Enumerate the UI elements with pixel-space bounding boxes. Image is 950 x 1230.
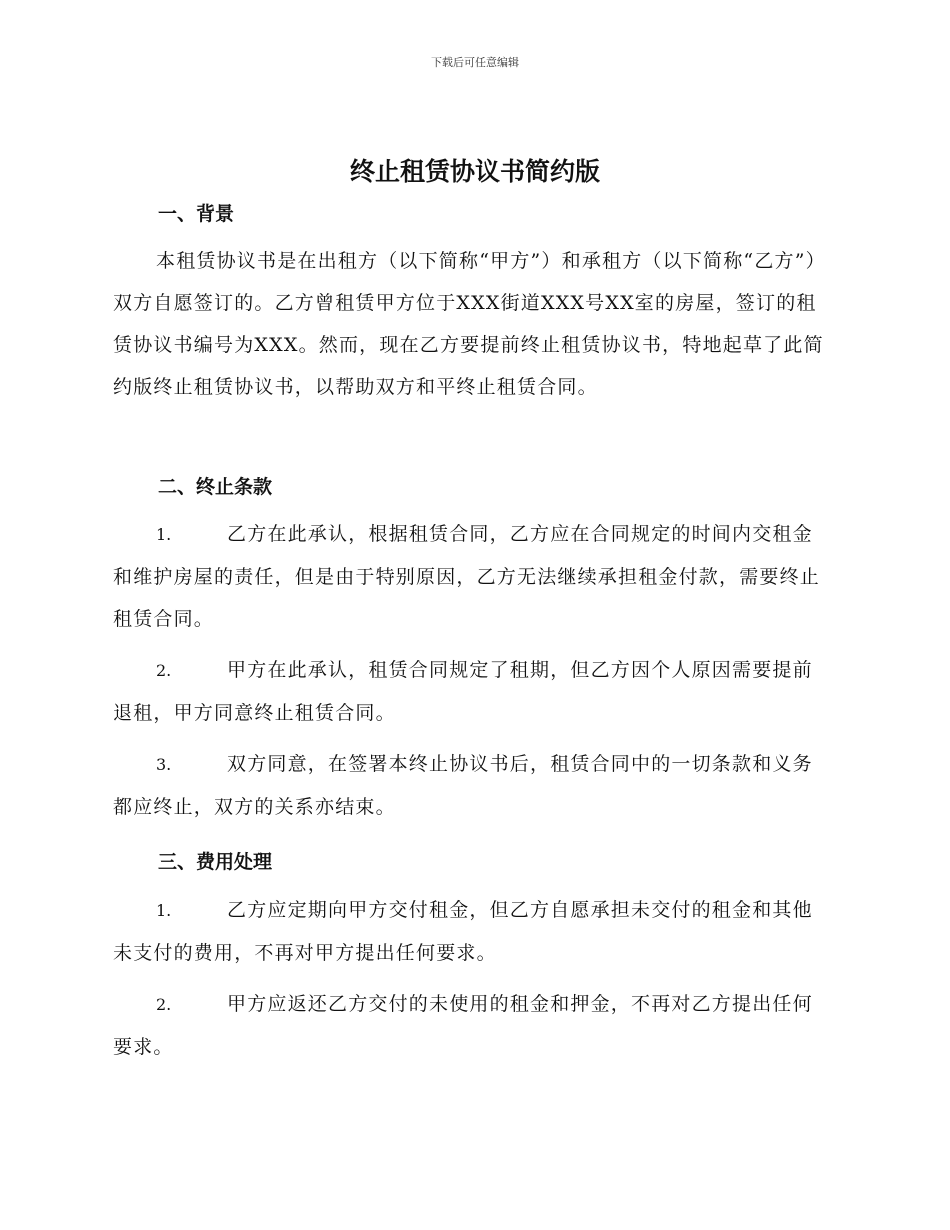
term-number: 3. — [156, 755, 172, 774]
termination-term-2 — [113, 649, 831, 734]
background-paragraph: 本租赁协议书是在出租方（以下简称“甲方”）和承租方（以下简称“乙方”）双方自愿签订的。乙方曾租赁甲方位于XXX街道XXX号XX室的房屋，签订的租赁协议书编号为XXX。然而，现在乙方要提前终止租赁协议书，特地起草了此简约版终止租赁协议书，以帮助双方和平终止租赁合同。 — [113, 250, 826, 398]
item-number: 2. — [156, 995, 172, 1014]
expense-item-1 — [113, 889, 831, 974]
header-note: 下载后可任意编辑 — [431, 56, 519, 69]
term-number: 1. — [156, 525, 172, 544]
document-title: 终止租赁协议书简约版 — [349, 157, 600, 186]
section-heading-termination-terms: 二、终止条款 — [158, 476, 273, 498]
term-number: 2. — [156, 661, 172, 680]
section-heading-background: 一、背景 — [158, 203, 235, 225]
termination-term-1 — [113, 513, 831, 640]
item-text: 甲方应返还乙方交付的未使用的租金和押金，不再对乙方提出任何要求。 — [113, 993, 813, 1058]
item-number: 1. — [156, 901, 172, 920]
termination-term-3 — [113, 743, 831, 828]
term-text: 甲方在此承认，租赁合同规定了租期，但乙方因个人原因需要提前退租，甲方同意终止租赁合同。 — [113, 659, 813, 724]
term-text: 乙方在此承认，根据租赁合同，乙方应在合同规定的时间内交租金和维护房屋的责任，但是由于特别原因，乙方无法继续承担租金付款，需要终止租赁合同。 — [113, 523, 821, 630]
expense-item-2 — [113, 983, 831, 1068]
item-text: 乙方应定期向甲方交付租金，但乙方自愿承担未交付的租金和其他未支付的费用，不再对甲方提出任何要求。 — [113, 899, 813, 964]
term-text: 双方同意，在签署本终止协议书后，租赁合同中的一切条款和义务都应终止，双方的关系亦结束。 — [113, 753, 813, 818]
section-heading-expense-handling: 三、费用处理 — [158, 851, 273, 873]
